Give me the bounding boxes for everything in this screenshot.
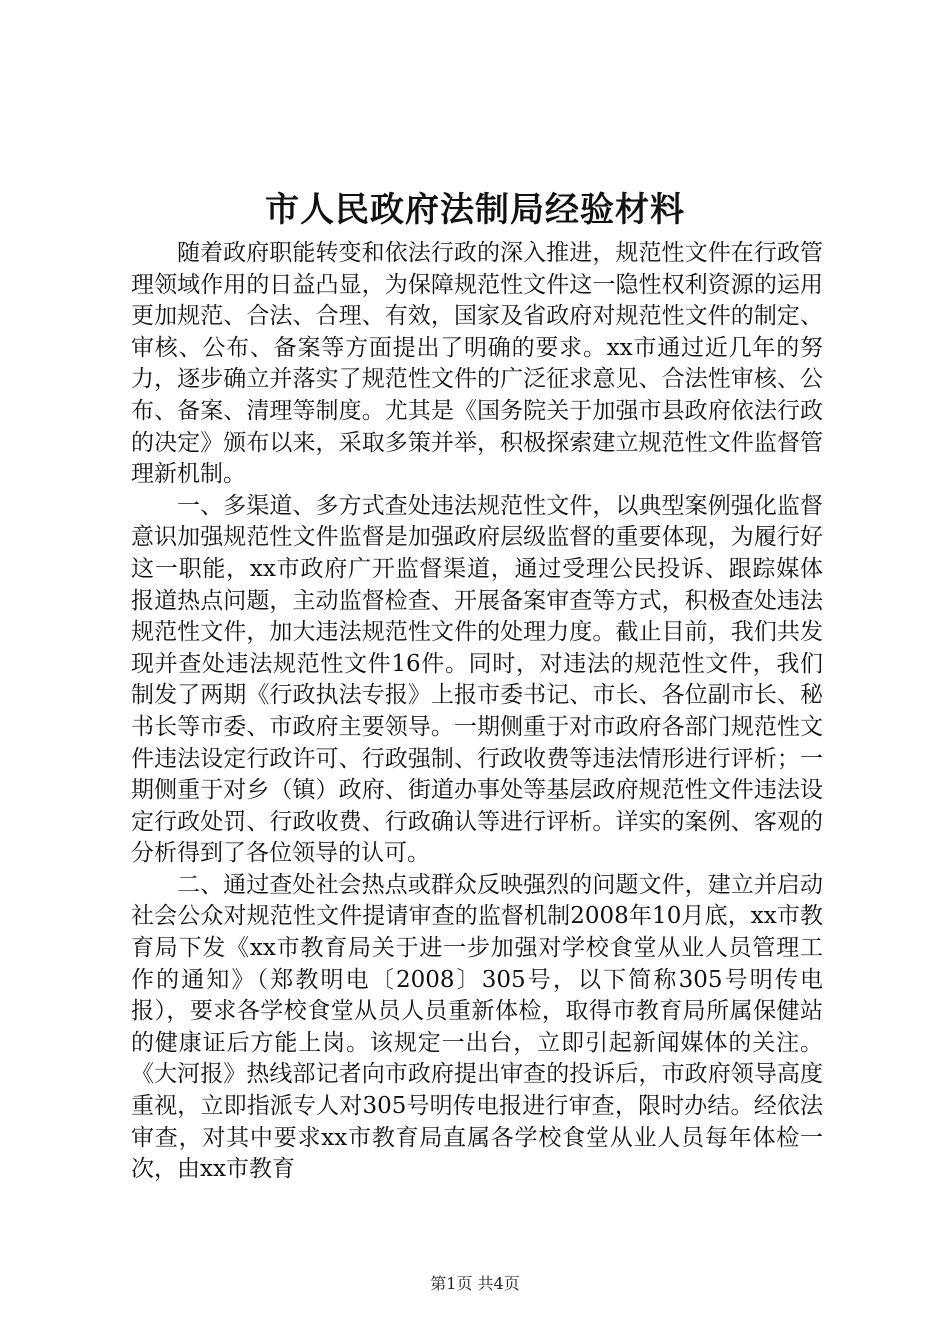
- document-body: [131, 238, 823, 1186]
- paragraph-intro: 随着政府职能转变和依法行政的深入推进，规范性文件在行政管理领域作用的日益凸显，为保障规范性文件这一隐性权利资源的运用更加规范、合法、合理、有效，国家及省政府对规范性文件的制定、审核、公布、备案等方面提出了明确的要求。xx市通过近几年的努力，逐步确立并落实了规范性文件的广泛征求意见、合法性审核、公布、备案、清理等制度。尤其是《国务院关于加强市县政府依法行政的决定》颁布以来，采取多策并举，积极探索建立规范性文件监督管理新机制。: [131, 240, 823, 488]
- document-title: 市人民政府法制局经验材料: [265, 190, 685, 230]
- paragraph-section-1: 一、多渠道、多方式查处违法规范性文件，以典型案例强化监督意识加强规范性文件监督是加强政府层级监督的重要体现，为履行好这一职能，xx市政府广开监督渠道，通过受理公民投诉、跟踪媒体报道热点问题，主动监督检查、开展备案审查等方式，积极查处违法规范性文件，加大违法规范性文件的处理力度。截止目前，我们共发现并查处违法规范性文件16件。同时，对违法的规范性文件，我们制发了两期《行政执法专报》上报市委书记、市长、各位副市长、秘书长等市委、市政府主要领导。一期侧重于对市政府各部门规范性文件违法设定行政许可、行政强制、行政收费等违法情形进行评析；一期侧重于对乡（镇）政府、街道办事处等基层政府规范性文件违法设定行政处罚、行政收费、行政确认等进行评析。详实的案例、客观的分析得到了各位领导的认可。: [131, 492, 823, 867]
- paragraph-section-2: 二、通过查处社会热点或群众反映强烈的问题文件，建立并启动社会公众对规范性文件提请审查的监督机制2008年10月底，xx市教育局下发《xx市教育局关于进一步加强对学校食堂从业人员管理工作的通知》（郑教明电〔2008〕305号，以下简称305号明传电报），要求各学校食堂从员人员重新体检，取得市教育局所属保健站的健康证后方能上岗。该规定一出台，立即引起新闻媒体的关注。《大河报》热线部记者向市政府提出审查的投诉后，市政府领导高度重视，立即指派专人对305号明传电报进行审查，限时办结。经依法审查，对其中要求xx市教育局直属各学校食堂从业人员每年体检一次，由xx市教育: [131, 871, 823, 1183]
- page-footer: 第1页 共4页: [430, 1274, 520, 1293]
